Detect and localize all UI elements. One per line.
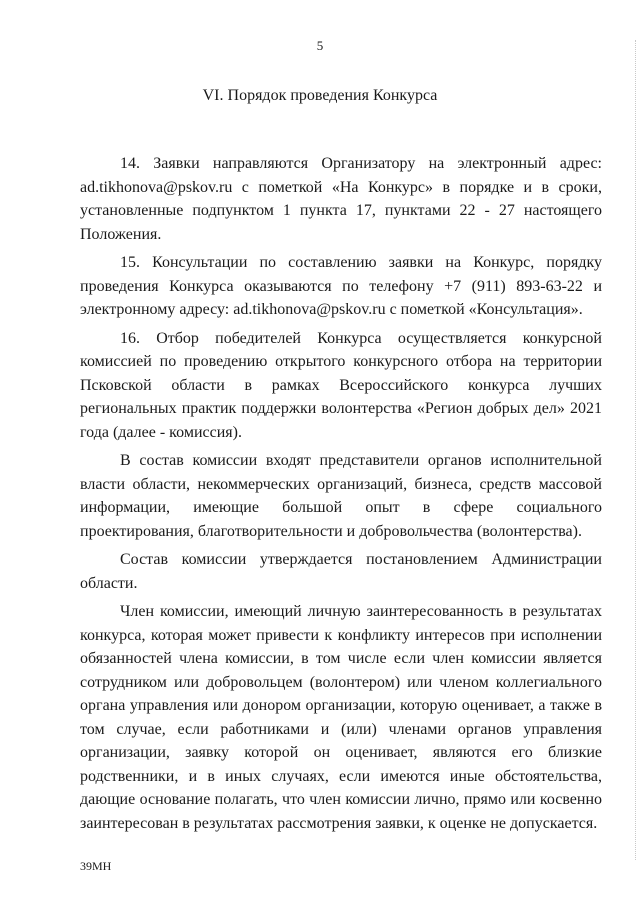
section-heading: VI. Порядок проведения Конкурса [202, 87, 438, 104]
paragraph-commission-approval: Состав комиссии утверждается постановлением Администрации области. [80, 551, 602, 592]
document-code: 39МН [80, 859, 112, 873]
paragraph-conflict-of-interest: Член комиссии, имеющий личную заинтересованность в результатах конкурса, которая может привести к конфликту интересов при исполнении обязанностей члена комиссии, в том числе если член комиссии является сотрудником или добровольцем (волонтером) или членом коллегиального органа управления или донором организации, которую оценивает, а также в том случае, если работниками и (или) членами органов управления организации, заявку которой он оценивает, являются его близкие родственники, и в иных случаях, если имеются иные обстоятельства, дающие основание полагать, что член комиссии лично, прямо или косвенно заинтересован в результатах рассмотрения заявки, к оценке не допускается. [80, 603, 602, 832]
paragraph-15: 15. Консультации по составлению заявки на Конкурс, порядку проведения Конкурса оказываются по телефону +7 (911) 893-63-22 и электронному адресу: ad.tikhonova@pskov.ru с пометкой «Консультация». [80, 254, 602, 318]
paragraph-14: 14. Заявки направляются Организатору на электронный адрес: ad.tikhonova@pskov.ru с пометкой «На Конкурс» в порядке и в сроки, установленные подпунктом 1 пункта 17, пунктами 22 - 27 настоящего Положения. [80, 155, 602, 243]
document-body [80, 152, 602, 840]
paragraph-16: 16. Отбор победителей Конкурса осуществляется конкурсной комиссией по проведению открытого конкурсного отбора на территории Псковской области в рамках Всероссийского конкурса лучших региональных практик поддержки волонтерства «Регион добрых дел» 2021 года (далее - комиссия). [80, 329, 602, 441]
scan-edge-mark [634, 40, 636, 860]
page-number: 5 [316, 38, 324, 53]
paragraph-commission-composition: В состав комиссии входят представители органов исполнительной власти области, некоммерческих организаций, бизнеса, средств массовой информации, имеющие большой опыт в сфере социального проектирования, благотворительности и добровольчества (волонтерства). [80, 452, 602, 540]
